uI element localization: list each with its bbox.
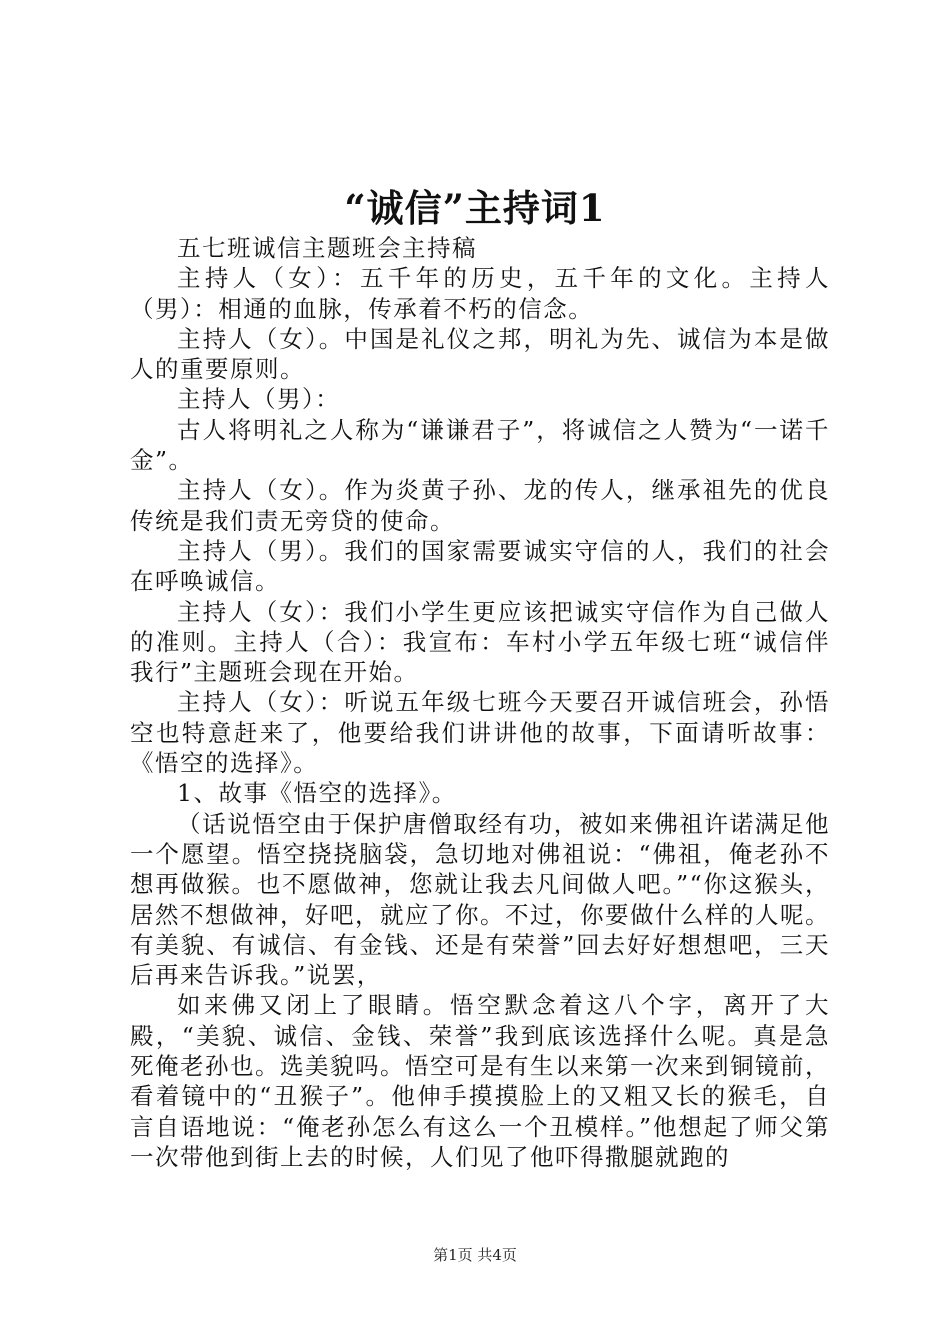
paragraph: 主持人（男）：	[177, 385, 341, 414]
paragraph: 五七班诚信主题班会主持稿	[177, 234, 477, 262]
page-number: 第1页 共4页	[433, 1246, 517, 1264]
paragraph: 主持人（女）。作为炎黄子孙、龙的传人，继承祖先的优良传统是我们责无旁贷的使命。	[130, 476, 830, 535]
paragraph: 古人将明礼之人称为“谦谦君子”，将诚信之人赞为“一诺千金”。	[130, 415, 830, 475]
paragraph: 主持人（女）。中国是礼仪之邦，明礼为先、诚信为本是做人的重要原则。	[130, 324, 830, 384]
paragraph: 如来佛又闭上了眼睛。悟空默念着这八个字，离开了大殿，“美貌、诚信、金钱、荣誉”我到底该选择什么呢。真是急死俺老孙也。选美貌吗。悟空可是有生以来第一次来到铜镜前，看着镜中的“丑猴子”。他伸手摸摸脸上的又粗又长的猴毛，自言自语地说：“俺老孙怎么有这么一个丑模样。”他想起了师父第一次带他到街上去的时候，人们见了他吓得撒腿就跑的	[130, 991, 830, 1171]
paragraph: 主持人（男）。我们的国家需要诚实守信的人，我们的社会在呼唤诚信。	[130, 536, 830, 596]
paragraph: 1、故事《悟空的选择》。	[177, 779, 457, 808]
paragraph: 主持人（女）：听说五年级七班今天要召开诚信班会，孙悟空也特意赶来了，他要给我们讲讲他的故事，下面请听故事：《悟空的选择》。	[130, 688, 830, 778]
paragraph: 主持人（女）：五千年的历史，五千年的文化。主持人（男）：相通的血脉，传承着不朽的信念。	[130, 264, 830, 323]
paragraph: 主持人（女）：我们小学生更应该把诚实守信作为自己做人的准则。主持人（合）：我宣布：车村小学五年级七班“诚信伴我行”主题班会现在开始。	[130, 597, 830, 687]
document-body	[130, 233, 830, 1172]
paragraph: （话说悟空由于保护唐僧取经有功，被如来佛祖许诺满足他一个愿望。悟空挠挠脑袋，急切地对佛祖说：“佛祖，俺老孙不想再做猴。也不愿做神，您就让我去凡间做人吧。”“你这猴头，居然不想做神，好吧，就应了你。不过，你要做什么样的人呢。有美貌、有诚信、有金钱、还是有荣誉”回去好好想想吧，三天后再来告诉我。”说罢，	[130, 809, 830, 990]
document-title: “诚信”主持词1	[344, 186, 606, 230]
page-footer	[0, 1244, 950, 1266]
